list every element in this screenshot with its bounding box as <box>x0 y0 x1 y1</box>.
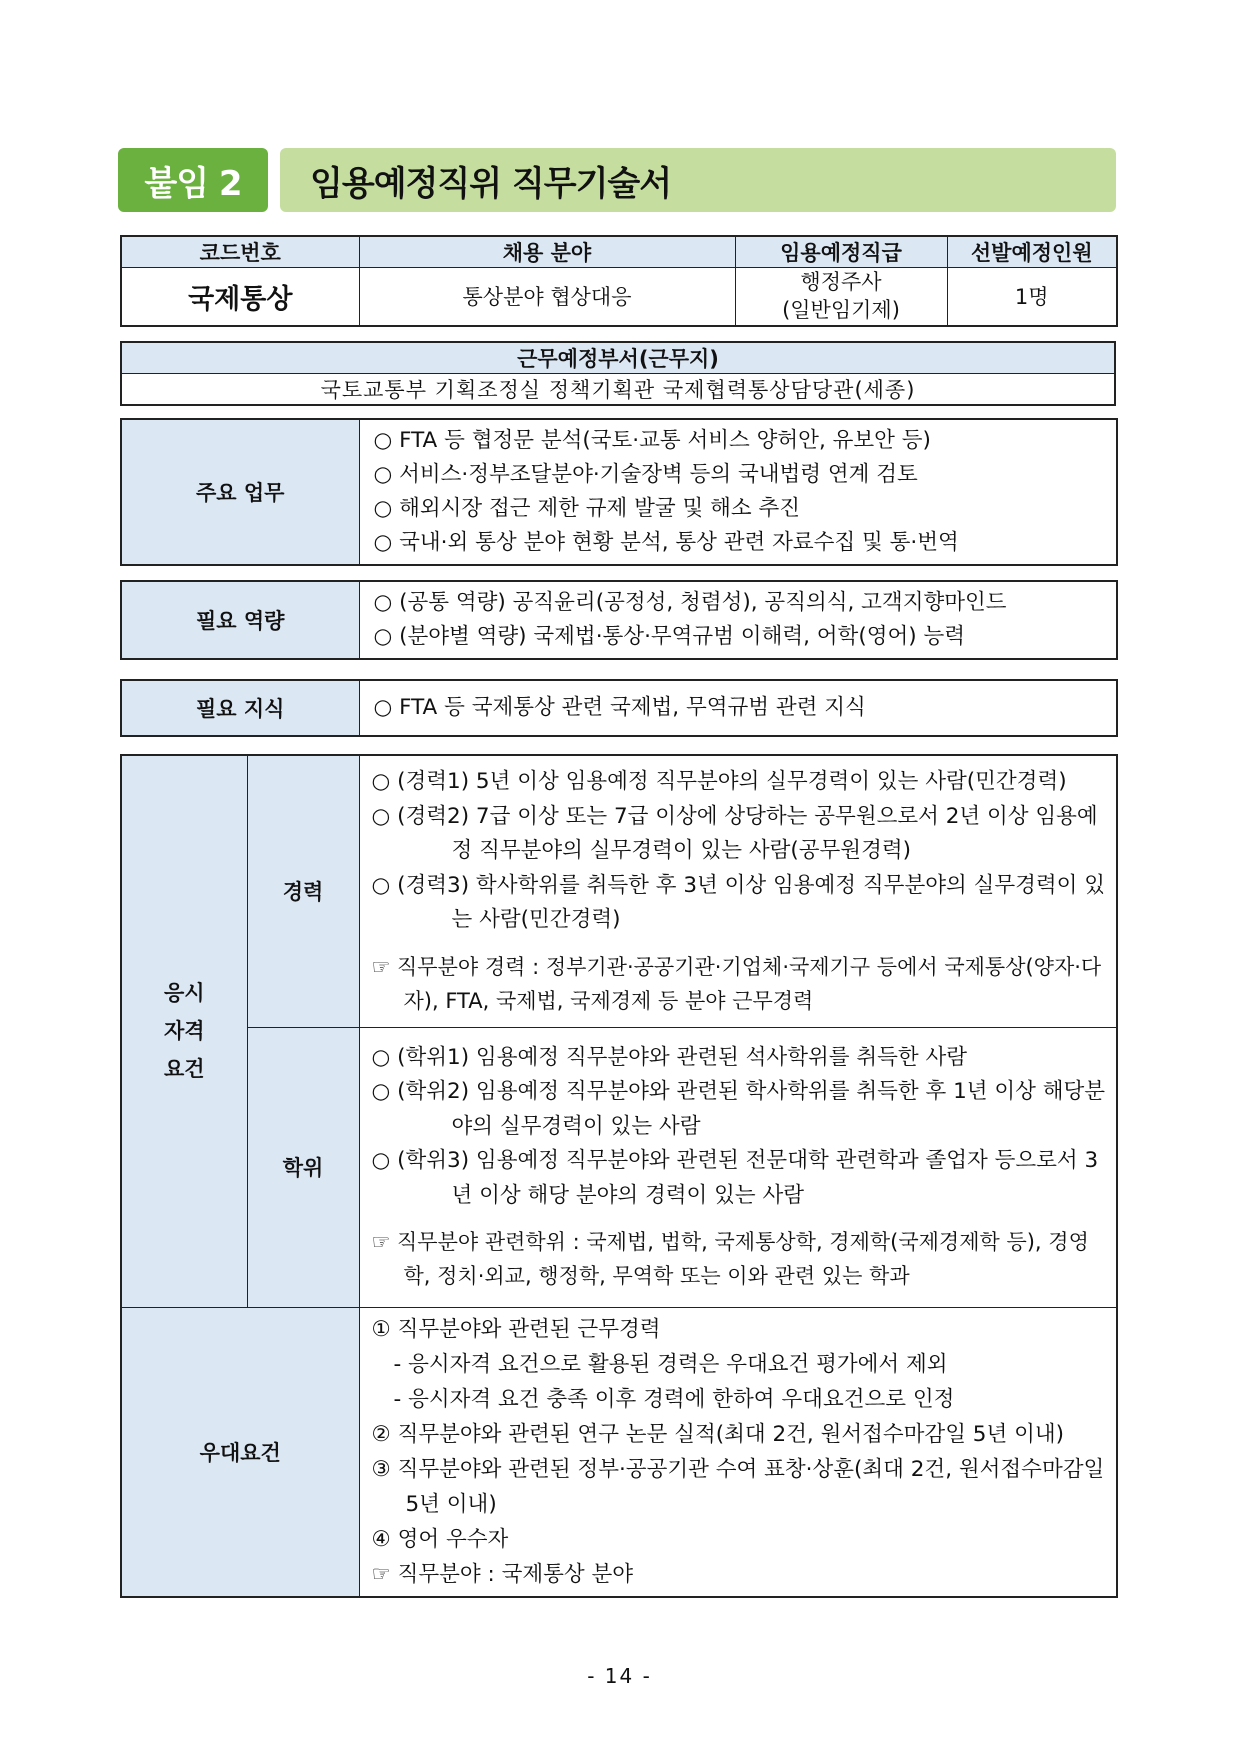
competency-label: 필요 역량 <box>121 581 359 659</box>
competency-item: ○ (공통 역량) 공직윤리(공정성, 청렴성), 공직의식, 고객지향마인드 <box>373 590 1007 615</box>
knowledge-label: 필요 지식 <box>121 680 359 736</box>
preference-list <box>359 1307 1117 1597</box>
career-label: 경력 <box>247 755 359 1027</box>
career-item: ○ (경력3) 학사학위를 취득한 후 3년 이상 임용예정 직무분야의 실무경력이 있는 사람(민간경력) <box>371 872 1106 932</box>
attachment-tag: 붙임 2 <box>118 148 268 212</box>
preference-item: ① 직무분야와 관련된 근무경력 <box>371 1316 661 1342</box>
preference-subitem: - 응시자격 요건 충족 이후 경력에 한하여 우대요건으로 인정 <box>393 1386 955 1412</box>
degree-item: ○ (학위3) 임용예정 직무분야와 관련된 전문대학 관련학과 졸업자 등으로서 3년 이상 해당 분야의 경력이 있는 사람 <box>371 1148 1099 1208</box>
knowledge-item: ○ FTA 등 국제통상 관련 국제법, 무역규범 관련 지식 <box>373 695 866 720</box>
preference-label: 우대요건 <box>121 1307 359 1597</box>
career-note: ☞ 직무분야 경력 : 정부기관·공공기관·기업체·국제기구 등에서 국제통상(양자·다자), FTA, 국제법, 국제경제 등 분야 근무경력 <box>371 954 1102 1013</box>
career-item: ○ (경력1) 5년 이상 임용예정 직무분야의 실무경력이 있는 사람(민간경력) <box>371 769 1067 794</box>
preference-note: ☞ 직무분야 : 국제통상 분야 <box>371 1561 634 1587</box>
grade-line-1: 행정주사 <box>800 270 882 295</box>
document-title: 임용예정직위 직무기술서 <box>280 148 1116 212</box>
department-value: 국토교통부 기획조정실 정책기획관 국제협력통상담당관(세종) <box>121 374 1115 406</box>
department-table <box>120 341 1116 406</box>
duties-list <box>359 419 1117 565</box>
header-count: 선발예정인원 <box>947 236 1117 268</box>
page-number: - 14 - <box>587 1664 652 1688</box>
degree-label: 학위 <box>247 1027 359 1307</box>
preference-item: ③ 직무분야와 관련된 정부·공공기관 수여 표창·상훈(최대 2건, 원서접수마감일 5년 이내) <box>371 1456 1105 1517</box>
preference-item: ② 직무분야와 관련된 연구 논문 실적(최대 2건, 원서접수마감일 5년 이내) <box>371 1421 1065 1447</box>
duties-table <box>120 418 1118 566</box>
duties-label: 주요 업무 <box>121 419 359 565</box>
degree-note: ☞ 직무분야 관련학위 : 국제법, 법학, 국제통상학, 경제학(국제경제학 등), 경영학, 정치·외교, 행정학, 무역학 또는 이와 관련 있는 학과 <box>371 1230 1089 1289</box>
knowledge-list <box>359 680 1117 736</box>
header-field: 채용 분야 <box>359 236 735 268</box>
qualification-label-line: 요건 <box>163 1057 205 1082</box>
header-code: 코드번호 <box>121 236 359 268</box>
degree-requirements <box>359 1027 1117 1307</box>
qualification-label <box>121 755 247 1307</box>
duty-item: ○ 국내·외 통상 분야 현황 분석, 통상 관련 자료수집 및 통·번역 <box>373 530 959 555</box>
preference-subitem: - 응시자격 요건으로 활용된 경력은 우대요건 평가에서 제외 <box>393 1351 948 1377</box>
preference-item: ④ 영어 우수자 <box>371 1526 509 1552</box>
field-value: 통상분야 협상대응 <box>359 268 735 326</box>
degree-item: ○ (학위1) 임용예정 직무분야와 관련된 석사학위를 취득한 사람 <box>371 1044 968 1070</box>
summary-table <box>120 235 1118 327</box>
header-grade: 임용예정직급 <box>735 236 947 268</box>
qualification-table <box>120 754 1118 1598</box>
count-value: 1명 <box>947 268 1117 326</box>
degree-item: ○ (학위2) 임용예정 직무분야와 관련된 학사학위를 취득한 후 1년 이상 해당분야의 실무경력이 있는 사람 <box>371 1079 1106 1139</box>
department-header: 근무예정부서(근무지) <box>121 342 1115 374</box>
grade-line-2: (일반임기제) <box>782 298 900 323</box>
qualification-label-line: 자격 <box>163 1019 205 1044</box>
knowledge-table <box>120 679 1118 737</box>
grade-value <box>735 268 947 326</box>
competency-table <box>120 580 1118 660</box>
code-value: 국제통상 <box>121 268 359 326</box>
competency-item: ○ (분야별 역량) 국제법·통상·무역규범 이해력, 어학(영어) 능력 <box>373 624 966 649</box>
qualification-label-line: 응시 <box>163 981 205 1006</box>
duty-item: ○ FTA 등 협정문 분석(국토·교통 서비스 양허안, 유보안 등) <box>373 428 931 453</box>
career-item: ○ (경력2) 7급 이상 또는 7급 이상에 상당하는 공무원으로서 2년 이상 임용예정 직무분야의 실무경력이 있는 사람(공무원경력) <box>371 803 1098 863</box>
career-requirements <box>359 755 1117 1027</box>
document-banner <box>118 148 1116 212</box>
duty-item: ○ 서비스·정부조달분야·기술장벽 등의 국내법령 연계 검토 <box>373 462 918 487</box>
competency-list <box>359 581 1117 659</box>
duty-item: ○ 해외시장 접근 제한 규제 발굴 및 해소 추진 <box>373 496 801 521</box>
